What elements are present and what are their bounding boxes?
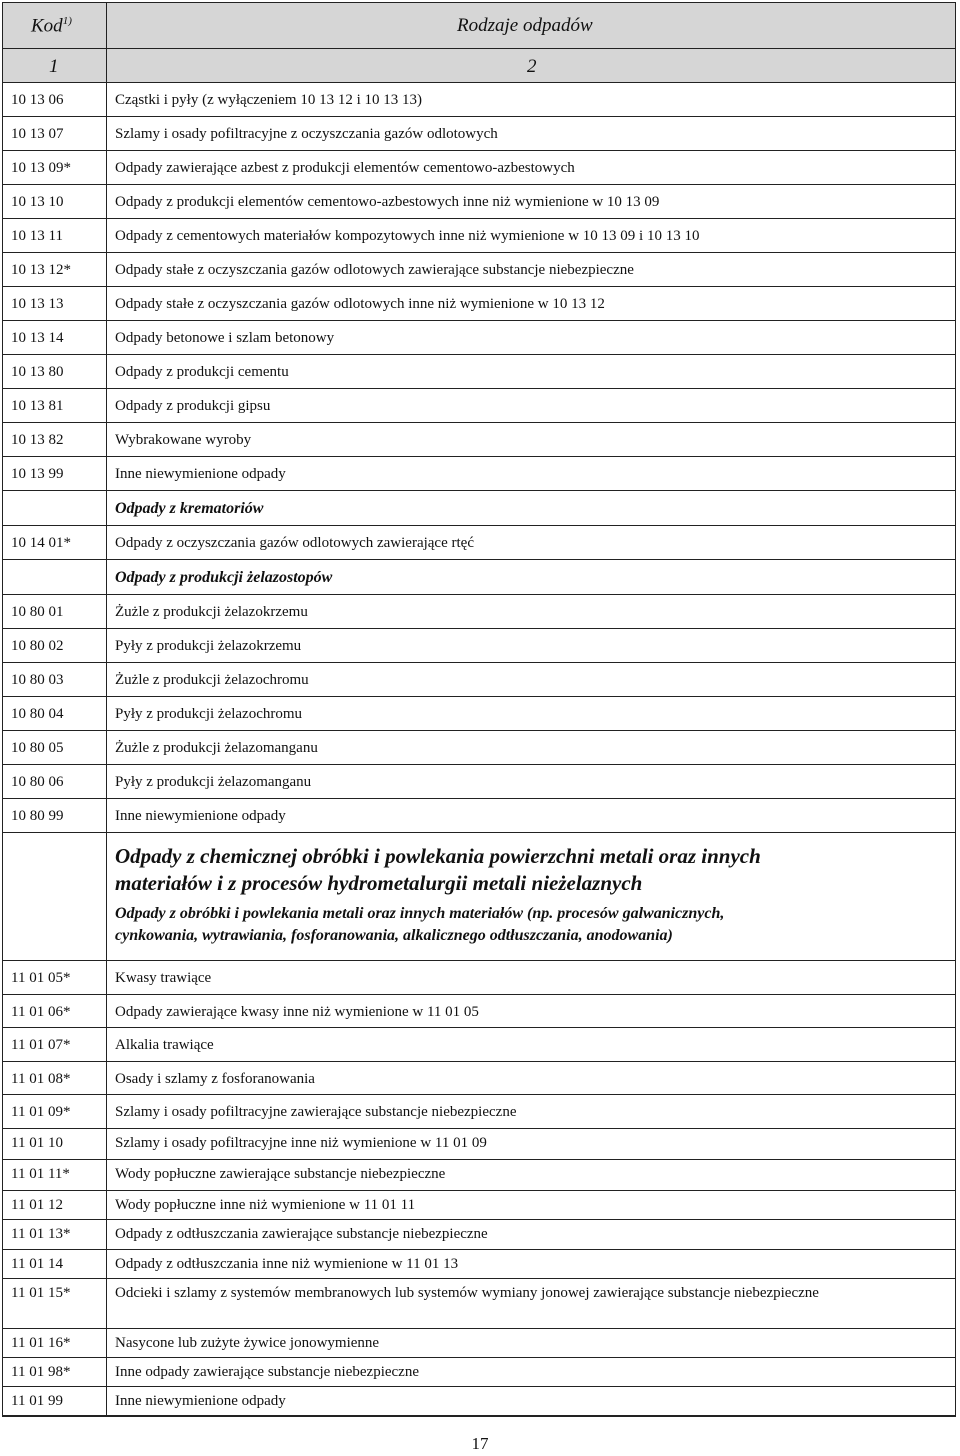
- table-row: [3, 1358, 955, 1387]
- table-row: [3, 1387, 955, 1416]
- column-number-row: [3, 49, 955, 83]
- waste-description-cell: Inne odpady zawierające substancje niebezpieczne: [115, 1364, 419, 1380]
- table-row: [3, 1129, 955, 1160]
- waste-code-cell: 10 13 80: [3, 355, 107, 388]
- waste-code-cell: 10 13 07: [3, 117, 107, 150]
- group-title-zelazostopy: Odpady z produkcji żelazostopów: [115, 569, 333, 586]
- table-row: [3, 961, 955, 995]
- table-row: [3, 117, 955, 151]
- waste-description-cell: Odpady zawierające azbest z produkcji elementów cementowo-azbestowych: [115, 160, 575, 176]
- group-row-krematoria: [3, 491, 955, 526]
- waste-description-cell: Cząstki i pyły (z wyłączeniem 10 13 12 i 10 13 13): [115, 92, 423, 108]
- table-header: [3, 3, 955, 49]
- waste-description-cell: Szlamy i osady pofiltracyjne zawierające substancje niebezpieczne: [115, 1104, 517, 1120]
- waste-code-cell: 10 13 10: [3, 185, 107, 218]
- waste-code-cell: 10 80 03: [3, 663, 107, 696]
- waste-code-cell: 11 01 11*: [3, 1160, 107, 1190]
- waste-description-cell: Żużle z produkcji żelazokrzemu: [115, 604, 308, 620]
- table-row: [3, 389, 955, 423]
- waste-code-cell: 11 01 05*: [3, 961, 107, 994]
- waste-description-cell: Osady i szlamy z fosforanowania: [115, 1071, 315, 1087]
- waste-code-cell: 10 13 11: [3, 219, 107, 252]
- table-row: [3, 1062, 955, 1095]
- table-row: [3, 731, 955, 765]
- waste-description-cell: Nasycone lub zużyte żywice jonowymienne: [115, 1335, 380, 1351]
- table-row: [3, 355, 955, 389]
- page-number: 17: [471, 1434, 489, 1453]
- table-row: [3, 663, 955, 697]
- group-code-cell: [3, 560, 107, 594]
- waste-description-cell: Odpady z produkcji cementu: [115, 364, 289, 380]
- waste-description-cell: Odpady stałe z oczyszczania gazów odlotowych inne niż wymienione w 10 13 12: [115, 296, 605, 312]
- waste-description-cell: Inne niewymienione odpady: [115, 466, 286, 482]
- waste-description-cell: Odpady z odtłuszczania zawierające substancje niebezpieczne: [115, 1226, 488, 1242]
- column-number-2-cell: [107, 49, 955, 82]
- waste-description-cell: Wody popłuczne zawierające substancje niebezpieczne: [115, 1166, 446, 1182]
- table-row: [3, 185, 955, 219]
- waste-description-cell: Wody popłuczne inne niż wymienione w 11 01 11: [115, 1197, 416, 1213]
- header-desc-label: Rodzaje odpadów: [457, 15, 593, 36]
- column-number-1-cell: [3, 49, 107, 82]
- waste-description-cell: Odpady zawierające kwasy inne niż wymienione w 11 01 05: [115, 1004, 479, 1020]
- waste-description-cell: Pyły z produkcji żelazokrzemu: [115, 638, 302, 654]
- rows-group-10-14: [3, 526, 955, 560]
- table-row: [3, 697, 955, 731]
- table-row: [3, 1160, 955, 1191]
- waste-code-cell: 11 01 16*: [3, 1329, 107, 1357]
- waste-code-cell: 10 80 02: [3, 629, 107, 662]
- waste-description-cell: Odcieki i szlamy z systemów membranowych lub systemów wymiany jonowej zawierające substancje niebezpieczne: [115, 1285, 819, 1301]
- waste-code-cell: 10 13 81: [3, 389, 107, 422]
- waste-code-cell: 11 01 12: [3, 1191, 107, 1219]
- table-row: [3, 765, 955, 799]
- waste-description-cell: Alkalia trawiące: [115, 1037, 214, 1053]
- table-row: [3, 1028, 955, 1062]
- table-row: [3, 1095, 955, 1129]
- subsection-title-line-1: Odpady z obróbki i powlekania metali oraz innych materiałów (np. procesów galwanicznych,: [115, 905, 725, 922]
- table-body: [3, 83, 955, 1416]
- waste-description-cell: Żużle z produkcji żelazochromu: [115, 672, 309, 688]
- waste-description-cell: Odpady z produkcji elementów cementowo-azbestowych inne niż wymienione w 10 13 09: [115, 194, 660, 210]
- waste-description-cell: Inne niewymienione odpady: [115, 808, 286, 824]
- waste-code-cell: 11 01 06*: [3, 995, 107, 1027]
- header-footnote-mark: 1): [62, 15, 72, 27]
- waste-description-cell: Kwasy trawiące: [115, 970, 212, 986]
- waste-code-cell: 10 13 13: [3, 287, 107, 320]
- table-row: [3, 526, 955, 560]
- waste-description-cell: Pyły z produkcji żelazomanganu: [115, 774, 312, 790]
- waste-description-cell: Inne niewymienione odpady: [115, 1393, 286, 1409]
- table-row: [3, 1191, 955, 1220]
- waste-code-cell: 10 13 14: [3, 321, 107, 354]
- header-code-text: Kod: [31, 15, 63, 37]
- waste-description-cell: Odpady z odtłuszczania inne niż wymienione w 11 01 13: [115, 1256, 459, 1272]
- group-code-cell: [3, 491, 107, 525]
- section-row-11: [3, 833, 955, 961]
- table-row: [3, 253, 955, 287]
- waste-description-cell: Odpady z cementowych materiałów kompozytowych inne niż wymienione w 10 13 09 i 10 13 10: [115, 228, 700, 244]
- waste-code-cell: 11 01 14: [3, 1250, 107, 1278]
- waste-description-cell: Odpady stałe z oczyszczania gazów odlotowych zawierające substancje niebezpieczne: [115, 262, 634, 278]
- table-row: [3, 151, 955, 185]
- table-row: [3, 83, 955, 117]
- waste-code-cell: 10 13 06: [3, 83, 107, 116]
- waste-description-cell: Odpady z oczyszczania gazów odlotowych zawierające rtęć: [115, 535, 474, 551]
- waste-code-cell: 11 01 09*: [3, 1095, 107, 1128]
- group-row-zelazostopy: [3, 560, 955, 595]
- waste-description-cell: Odpady z produkcji gipsu: [115, 398, 271, 414]
- rows-group-11-01: [3, 961, 955, 1416]
- table-row: [3, 1329, 955, 1358]
- header-code-label: [31, 15, 72, 37]
- subsection-title-line-2: cynkowania, wytrawiania, fosforanowania, alkalicznego odtłuszczania, anodowania): [115, 927, 673, 944]
- waste-description-cell: Szlamy i osady pofiltracyjne z oczyszczania gazów odlotowych: [115, 126, 498, 142]
- table-row: [3, 799, 955, 833]
- header-code-cell: [3, 3, 107, 48]
- waste-code-cell: 10 13 09*: [3, 151, 107, 184]
- waste-code-cell: 11 01 99: [3, 1387, 107, 1415]
- waste-code-cell: 11 01 08*: [3, 1062, 107, 1094]
- table-row: [3, 1250, 955, 1279]
- table-row: [3, 457, 955, 491]
- waste-code-cell: 10 80 05: [3, 731, 107, 764]
- waste-code-cell: 11 01 98*: [3, 1358, 107, 1386]
- waste-code-cell: 11 01 07*: [3, 1028, 107, 1061]
- waste-code-cell: 10 13 12*: [3, 253, 107, 286]
- table-row: [3, 321, 955, 355]
- column-number-2: 2: [527, 56, 537, 77]
- table-row: [3, 995, 955, 1028]
- waste-table: [2, 2, 956, 1417]
- table-row: [3, 219, 955, 253]
- waste-code-cell: 10 80 99: [3, 799, 107, 832]
- table-row: [3, 287, 955, 321]
- waste-code-cell: 10 13 82: [3, 423, 107, 456]
- table-row: [3, 1220, 955, 1250]
- rows-group-10-13: [3, 83, 955, 491]
- table-row: [3, 1279, 955, 1329]
- waste-description-cell: Szlamy i osady pofiltracyjne inne niż wymienione w 11 01 09: [115, 1135, 487, 1151]
- waste-code-cell: 10 13 99: [3, 457, 107, 490]
- section-title-cell: [107, 833, 955, 960]
- section-title-line-1: Odpady z chemicznej obróbki i powlekania powierzchni metali oraz innych: [115, 844, 761, 868]
- header-desc-cell: [107, 3, 955, 48]
- waste-description-cell: Żużle z produkcji żelazomanganu: [115, 740, 318, 756]
- column-number-1: 1: [49, 56, 59, 77]
- waste-code-cell: 11 01 15*: [3, 1279, 107, 1328]
- waste-code-cell: 10 80 04: [3, 697, 107, 730]
- waste-code-cell: 10 80 06: [3, 765, 107, 798]
- rows-group-10-80: [3, 595, 955, 833]
- waste-code-cell: 10 14 01*: [3, 526, 107, 559]
- section-title-line-2: materiałów i z procesów hydrometalurgii metali nieżelaznych: [115, 871, 643, 895]
- waste-code-cell: 10 80 01: [3, 595, 107, 628]
- table-row: [3, 595, 955, 629]
- waste-code-cell: 11 01 10: [3, 1129, 107, 1159]
- waste-description-cell: Odpady betonowe i szlam betonowy: [115, 330, 335, 346]
- table-row: [3, 423, 955, 457]
- waste-description-cell: Pyły z produkcji żelazochromu: [115, 706, 303, 722]
- table-row: [3, 629, 955, 663]
- waste-description-cell: Wybrakowane wyroby: [115, 432, 252, 448]
- group-title-krematoria: Odpady z krematoriów: [115, 500, 264, 517]
- waste-code-cell: 11 01 13*: [3, 1220, 107, 1249]
- section-code-cell: [3, 833, 107, 960]
